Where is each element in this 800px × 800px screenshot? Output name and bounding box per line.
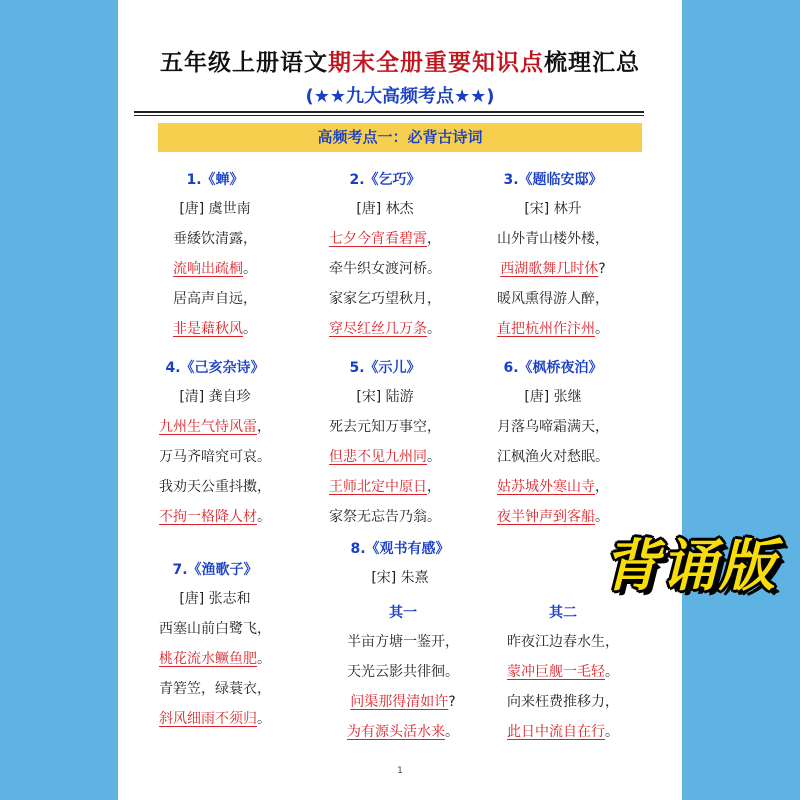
title-part-black: 五年级上册语文 <box>160 50 328 76</box>
poem-line <box>310 442 460 472</box>
poem-line-highlighted: 西湖歌舞几时休 <box>500 261 599 277</box>
poem-line-text: 青箬笠，绿蓑衣， <box>159 681 271 697</box>
poem-card <box>310 354 460 532</box>
poem-title: 5.《示儿》 <box>349 360 421 376</box>
poem-line-punctuation: ， <box>427 231 441 247</box>
poem-line-text: 家家乞巧望秋月， <box>329 291 441 307</box>
poem-line-highlighted: 穿尽红丝几万条 <box>329 321 427 337</box>
poem-line-punctuation: 。 <box>243 261 257 277</box>
poem-line-punctuation: 。 <box>605 724 619 740</box>
poem-line <box>140 314 290 344</box>
poem-line-highlighted: 为有源头活水来 <box>347 724 445 740</box>
poem-line <box>488 657 638 687</box>
poem-author: [唐] 张志和 <box>179 591 251 607</box>
poem-line-punctuation: ， <box>427 479 441 495</box>
poem-line-text: 江枫渔火对愁眠。 <box>497 449 609 465</box>
poem-line-text: 山外青山楼外楼， <box>497 231 609 247</box>
poem-line-punctuation: 。 <box>595 509 609 525</box>
poem-title: 2.《乞巧》 <box>349 172 421 188</box>
poem-8-part-1 <box>328 599 478 747</box>
poem-card <box>140 166 290 344</box>
poem-author: [宋] 林升 <box>524 201 582 217</box>
poem-line <box>140 472 290 502</box>
poem-line <box>140 412 290 442</box>
poem-line-text: 半亩方塘一鉴开， <box>347 634 459 650</box>
poem-line <box>310 284 460 314</box>
poem-line-punctuation: ， <box>595 479 609 495</box>
poem-line <box>140 224 290 254</box>
poem-part-heading: 其二 <box>549 605 577 621</box>
poem-line-text: 家祭无忘告乃翁。 <box>329 509 441 525</box>
poem-line-text: 我劝天公重抖擞， <box>159 479 271 495</box>
poem-line <box>488 687 638 717</box>
poem-line-highlighted: 问渠那得清如许 <box>350 694 449 710</box>
poem-line-highlighted: 流响出疏桐 <box>173 261 243 277</box>
section-banner: 高频考点一：必背古诗词 <box>158 123 642 152</box>
poem-line-highlighted: 蒙冲巨舰一毛轻 <box>507 664 605 680</box>
poem-line-punctuation: 。 <box>605 664 619 680</box>
poem-line-text: 万马齐喑究可哀。 <box>159 449 271 465</box>
page-title <box>118 44 682 77</box>
poem-line <box>478 284 628 314</box>
poem-line-text: 牵牛织女渡河桥。 <box>329 261 441 277</box>
poem-line-punctuation: 。 <box>257 509 271 525</box>
poem-author: [唐] 张继 <box>524 389 582 405</box>
title-divider-thick <box>134 111 644 113</box>
poem-line-text: 天光云影共徘徊。 <box>347 664 459 680</box>
poem-line <box>310 502 460 532</box>
poem-line-text: 向来枉费推移力， <box>507 694 619 710</box>
poem-title: 4.《己亥杂诗》 <box>165 360 265 376</box>
poem-author: [唐] 虞世南 <box>179 201 251 217</box>
poem-line-punctuation: 。 <box>257 651 271 667</box>
poem-title: 6.《枫桥夜泊》 <box>503 360 603 376</box>
poem-line-punctuation: 。 <box>243 321 257 337</box>
poem-line-text: 西塞山前白鹭飞， <box>159 621 271 637</box>
poem-line-text: 暖风熏得游人醉， <box>497 291 609 307</box>
page-number: 1 <box>397 766 403 776</box>
poem-card <box>310 166 460 344</box>
poem-line-highlighted: 王师北定中原日 <box>329 479 427 495</box>
poem-title: 3.《题临安邸》 <box>503 172 603 188</box>
poem-line <box>310 412 460 442</box>
poem-line-text: 垂緌饮清露， <box>173 231 257 247</box>
poem-card <box>140 354 290 532</box>
poem-title: 7.《渔歌子》 <box>172 562 258 578</box>
recite-version-stamp: 背诵版 <box>603 534 777 599</box>
poem-line-highlighted: 此日中流自在行 <box>507 724 605 740</box>
poem-line <box>328 687 478 717</box>
poem-line-punctuation: 。 <box>445 724 459 740</box>
poem-line <box>478 224 628 254</box>
poem-line <box>140 644 290 674</box>
poem-card <box>140 556 290 734</box>
poem-line <box>310 314 460 344</box>
poem-line-highlighted: 斜风细雨不须归 <box>159 711 257 727</box>
poem-author: [清] 龚自珍 <box>179 389 251 405</box>
poem-line-highlighted: 不拘一格降人材 <box>159 509 257 525</box>
poem-line-text: 昨夜江边春水生， <box>507 634 619 650</box>
poem-line <box>478 314 628 344</box>
poem-author: [宋] 朱熹 <box>371 570 429 586</box>
poem-line <box>310 224 460 254</box>
poem-line-highlighted: 直把杭州作汴州 <box>497 321 595 337</box>
poem-line-highlighted: 非是藉秋风 <box>173 321 243 337</box>
document-page <box>118 0 682 800</box>
poem-line-highlighted: 但悲不见九州同 <box>329 449 427 465</box>
poem-line-text: 死去元知万事空， <box>329 419 441 435</box>
poem-line-text: 居高声自远， <box>173 291 257 307</box>
poem-line <box>478 412 628 442</box>
poem-line <box>328 717 478 747</box>
poem-part-heading: 其一 <box>389 605 417 621</box>
poem-author: [唐] 林杰 <box>356 201 414 217</box>
poem-line-punctuation: ， <box>257 419 271 435</box>
poem-line-text: 月落乌啼霜满天， <box>497 419 609 435</box>
poem-line <box>140 614 290 644</box>
poem-author: [宋] 陆游 <box>356 389 414 405</box>
title-divider-thin <box>134 115 644 116</box>
poem-8-part-2 <box>488 599 638 747</box>
poem-line <box>488 717 638 747</box>
poem-line-punctuation: ? <box>598 261 606 277</box>
poem-line <box>478 472 628 502</box>
poem-line-punctuation: 。 <box>427 321 441 337</box>
poem-card <box>478 354 628 532</box>
poem-line-highlighted: 七夕今宵看碧霄 <box>329 231 427 247</box>
poem-line <box>488 627 638 657</box>
poem-line <box>140 704 290 734</box>
poem-title: 1.《蝉》 <box>186 172 244 188</box>
page-subtitle: (★★九大高频考点★★) <box>305 86 495 107</box>
poem-line <box>478 442 628 472</box>
poem-line-highlighted: 夜半钟声到客船 <box>497 509 595 525</box>
poem-card <box>478 166 628 344</box>
poem-line-highlighted: 桃花流水鳜鱼肥 <box>159 651 257 667</box>
poem-line <box>140 284 290 314</box>
poem-line <box>140 254 290 284</box>
poem-line-punctuation: 。 <box>257 711 271 727</box>
poem-line-punctuation: ? <box>448 694 456 710</box>
poem-line <box>310 254 460 284</box>
poem-line <box>328 657 478 687</box>
poem-line-punctuation: 。 <box>595 321 609 337</box>
poem-line <box>140 674 290 704</box>
poem-line-punctuation: 。 <box>427 449 441 465</box>
title-part-red: 期末全册重要知识点 <box>328 50 544 76</box>
poem-line-highlighted: 九州生气恃风雷 <box>159 419 257 435</box>
poem-line <box>140 442 290 472</box>
poem-8-header <box>310 535 490 593</box>
poem-line-highlighted: 姑苏城外寒山寺 <box>497 479 595 495</box>
poem-line <box>310 472 460 502</box>
poem-title: 8.《观书有感》 <box>350 541 450 557</box>
poem-line <box>328 627 478 657</box>
poem-line <box>140 502 290 532</box>
poem-line <box>478 254 628 284</box>
title-part-black-2: 梳理汇总 <box>544 50 640 76</box>
